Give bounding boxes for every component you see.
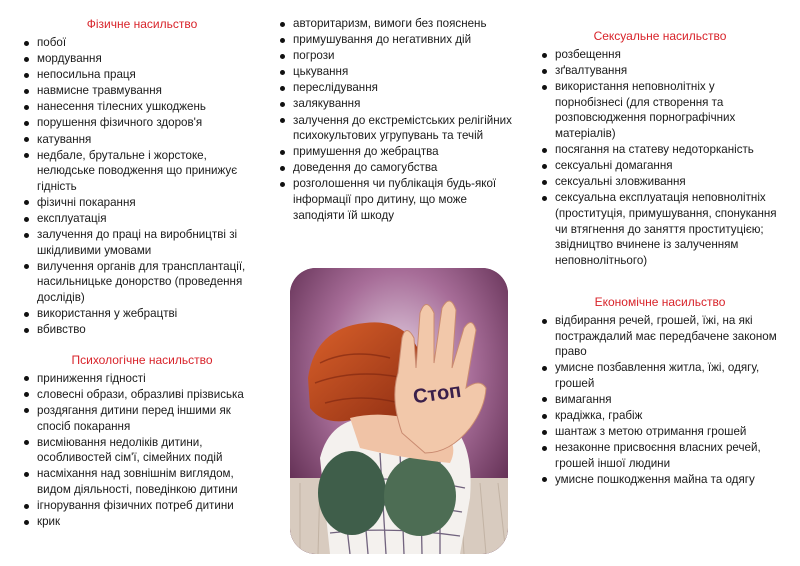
list-item: залучення до праці на виробництві зі шкідливими умовами (22, 227, 262, 258)
list-item: примушування до негативних дій (278, 32, 518, 48)
list-item: експлуатація (22, 211, 262, 227)
list-item: вимагання (540, 392, 780, 408)
list-item: крадіжка, грабіж (540, 408, 780, 424)
list-item: доведення до самогубства (278, 160, 518, 176)
list-item: непосильна праця (22, 67, 262, 83)
list-item: сексуальна експлуатація неповнолітніх (проституція, примушування, спонукання чи втягнення до заняття проституцією; звідництво вчинене із залученням неповнолітнього) (540, 190, 780, 268)
sexual-violence-heading: Сексуальне насильство (593, 29, 727, 43)
list-item: побої (22, 35, 262, 51)
list-item: використання неповнолітніх у порнобізнесі (для створення та розповсюдження порнографічних матеріалів) (540, 79, 780, 141)
list-item: сексуальні домагання (540, 158, 780, 174)
list-item: умисне пошкодження майна та одягу (540, 472, 780, 488)
list-item: мордування (22, 51, 262, 67)
list-item: ігнорування фізичних потреб дитини (22, 498, 262, 514)
list-item: крик (22, 514, 262, 530)
list-item: залякування (278, 96, 518, 112)
list-item: нанесення тілесних ушкоджень (22, 99, 262, 115)
list-item: навмисне травмування (22, 83, 262, 99)
list-item: роздягання дитини перед іншими як спосіб покарання (22, 403, 262, 434)
list-item: погрози (278, 48, 518, 64)
list-item: незаконне присвоєння власних речей, грошей іншої людини (540, 440, 780, 471)
list-item: зґвалтування (540, 63, 780, 79)
sexual-violence-list (540, 47, 780, 268)
list-item: переслідування (278, 80, 518, 96)
svg-text:Стоп: Стоп (411, 379, 463, 409)
list-item: недбале, брутальне і жорстоке, нелюдське поводження що принижує гідність (22, 148, 262, 195)
list-item: словесні образи, образливі прізвиська (22, 387, 262, 403)
list-item: розголошення чи публікація будь-якої інформації про дитину, що може заподіяти їй шкоду (278, 176, 518, 223)
economic-violence-heading: Економічне насильство (594, 295, 726, 309)
list-item: відбирання речей, грошей, їжі, на які постраждалий має передбачене законом право (540, 313, 780, 360)
list-item: приниження гідності (22, 371, 262, 387)
list-item: сексуальні зловживання (540, 174, 780, 190)
economic-section (540, 294, 780, 488)
list-item: залучення до екстремістських релігійних психокультових угрупувань та течій (278, 113, 518, 144)
list-item: посягання на статеву недоторканість (540, 142, 780, 158)
list-item: примушення до жебрацтва (278, 144, 518, 160)
list-item: насміхання над зовнішнім виглядом, видом діяльності, поведінкою дитини (22, 466, 262, 497)
list-item: розбещення (540, 47, 780, 63)
list-item: авторитаризм, вимоги без пояснень (278, 16, 518, 32)
list-item: умисне позбавлення житла, їжі, одягу, грошей (540, 360, 780, 391)
list-item: вилучення органів для трансплантації, насильницьке донорство (проведення дослідів) (22, 259, 262, 306)
physical-violence-heading: Фізичне насильство (86, 17, 198, 31)
list-item: катування (22, 132, 262, 148)
psychological-violence-heading: Психологічне насильство (71, 352, 213, 367)
stop-child-illustration (290, 268, 508, 554)
left-column (22, 16, 262, 530)
psychological-violence-list-continued (278, 16, 518, 223)
list-item: шантаж з метою отримання грошей (540, 424, 780, 440)
list-item: використання у жебрацтві (22, 306, 262, 322)
economic-violence-list (540, 313, 780, 488)
psychological-violence-list (22, 371, 262, 530)
physical-violence-list (22, 35, 262, 338)
list-item: висміювання недоліків дитини, особливостей сім'ї, сімейних подій (22, 435, 262, 466)
list-item: фізичні покарання (22, 195, 262, 211)
list-item: вбивство (22, 322, 262, 338)
right-column (540, 28, 780, 269)
list-item: порушення фізичного здоров'я (22, 115, 262, 131)
list-item: цькування (278, 64, 518, 80)
middle-column (278, 16, 518, 224)
child-covering-face-image (290, 268, 508, 554)
